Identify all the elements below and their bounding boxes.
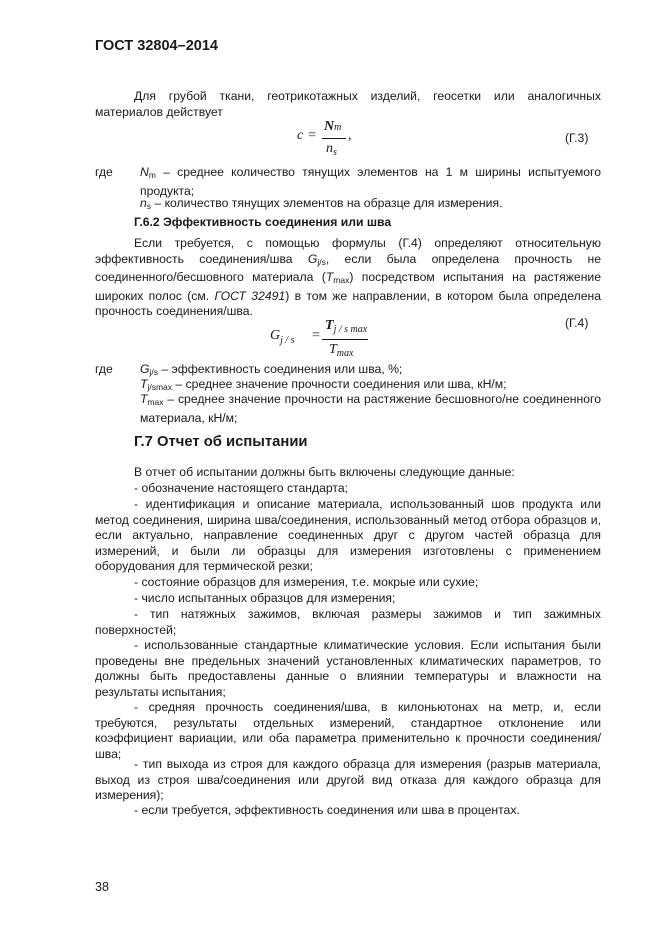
formula-g4-lhs-sub: j / s bbox=[280, 335, 295, 346]
page-number: 38 bbox=[95, 880, 109, 894]
definition-ns-text: – количество тянущих элементов на образце для измерения. bbox=[151, 196, 503, 210]
report-item: - тип выхода из строя для каждого образца для измерения (разрыв материала, выход из строя шва/соединения или другой вид отказа для каждого образца для измерения); bbox=[95, 757, 601, 803]
formula-g4-lhs-var: G bbox=[270, 328, 281, 343]
definition-ns-subscript: s bbox=[146, 201, 152, 211]
where-label-2: где bbox=[95, 362, 113, 376]
definition-tmax bbox=[140, 392, 601, 426]
formula-g4-equals: = bbox=[312, 328, 320, 343]
paragraph-g62-part1: Если требуется, с помощью формулы (Г.4) определяют относительную эффективность соединения/шва bbox=[95, 236, 601, 266]
paragraph-g62-subscript-js: j/s bbox=[317, 256, 326, 267]
definition-gjs-subscript: j/s bbox=[149, 367, 158, 377]
paragraph-g62-symbol-g: G bbox=[307, 251, 318, 266]
definition-tjsmax-text: – среднее значение прочности соединения или шва, кН/м; bbox=[172, 377, 507, 391]
formula-g4-num-var: T bbox=[325, 318, 334, 333]
paragraph-g62-symbol-t: T bbox=[325, 270, 334, 285]
formula-g3-lhs: c bbox=[297, 128, 304, 143]
formula-g3-den-var: n bbox=[326, 141, 333, 156]
report-item: - использованные стандартные климатические условия. Если испытания были проведены вне предельных значений установленных климатических параметров, то должны быть предоставлены данные о влиянии температуры и влажности на результаты испытания; bbox=[95, 638, 601, 699]
paragraph-g62-part4: ) в том же направлении, в котором была определена прочность соединения/шва. bbox=[95, 288, 601, 319]
report-item: - средняя прочность соединения/шва, в килоньютонах на метр, и, если требуются, результаты отдельных измерений, стандартное отклонение или коэффициент вариации, или оба параметра применительно к прочности соединения/шва; bbox=[95, 700, 601, 761]
paragraph-g62 bbox=[95, 236, 601, 320]
formula-g3-number: (Г.3) bbox=[565, 131, 589, 145]
definition-nm bbox=[140, 165, 601, 199]
definition-gjs-text: – эффективность соединения или шва, %; bbox=[157, 362, 403, 376]
formula-g3-numerator bbox=[324, 119, 341, 135]
formula-g3-equals: = bbox=[308, 128, 316, 143]
definition-nm-subscript: m bbox=[148, 170, 156, 180]
formula-g3-denominator bbox=[326, 141, 337, 158]
formula-g4-number: (Г.4) bbox=[565, 316, 589, 330]
formula-g3-den-sub: s bbox=[333, 147, 337, 158]
formula-g4-den-var: T bbox=[329, 342, 337, 357]
report-item: - если требуется, эффективность соединения или шва в процентах. bbox=[134, 803, 520, 817]
formula-g4-den-sub: max bbox=[336, 348, 354, 359]
definition-gjs-symbol: G bbox=[140, 362, 150, 376]
formula-g4-lhs bbox=[270, 328, 295, 346]
definition-tjsmax-symbol: T bbox=[140, 377, 148, 391]
definition-nm-text: – среднее количество тянущих элементов на 1 м ширины испытуемого продукта; bbox=[140, 165, 601, 198]
document-header: ГОСТ 32804–2014 bbox=[95, 38, 218, 54]
definition-tjsmax-subscript: j/smax bbox=[147, 382, 173, 392]
formula-g4-fraction-bar bbox=[322, 339, 368, 340]
definition-tmax-text: – среднее значение прочности на растяжение бесшовного/не соединенного материала, кН/м; bbox=[140, 392, 601, 425]
report-item: - идентификация и описание материала, использованный шов продукта или метод соединения, ширина шва/соединения, использованный метод отбора образцов и, если актуально, направление соединенных друг с другом частей образца для измерений, и были ли образцы для измерения изготовлены с применением оборудования для термической резки; bbox=[95, 497, 601, 574]
formula-g3-comma: , bbox=[348, 128, 352, 143]
paragraph-coarse-fabric: Для грубой ткани, геотрикотажных изделий, геосетки или аналогичных материалов действует bbox=[95, 89, 601, 119]
report-intro: В отчет об испытании должны быть включены следующие данные: bbox=[134, 465, 515, 479]
definition-tmax-symbol: T bbox=[140, 392, 148, 406]
formula-g3-num-var: N bbox=[324, 119, 335, 134]
formula-g3-fraction-bar bbox=[322, 138, 346, 139]
formula-g4-num-sub: j / s max bbox=[333, 324, 368, 335]
formula-g4-numerator bbox=[325, 318, 367, 335]
where-label-1: где bbox=[95, 165, 113, 179]
report-item: - состояние образцов для измерения, т.е. мокрые или сухие; bbox=[134, 575, 479, 589]
definition-ns bbox=[140, 196, 601, 215]
definition-nm-symbol: N bbox=[140, 165, 149, 179]
definition-ns-symbol: n bbox=[140, 196, 147, 210]
formula-g4-denominator bbox=[329, 342, 353, 359]
report-item: - обозначение настоящего стандарта; bbox=[134, 481, 348, 495]
paragraph-g62-subscript-max: max bbox=[333, 275, 350, 286]
definition-tmax-subscript: max bbox=[147, 397, 164, 407]
report-item: - тип натяжных зажимов, включая размеры зажимов и тип зажимных поверхностей; bbox=[95, 607, 601, 637]
paragraph-g62-part3: ) посредством испытания на растяжение широких полос (см. bbox=[95, 270, 602, 303]
paragraph-g62-reference: ГОСТ 32491 bbox=[214, 288, 286, 303]
report-item: - число испытанных образцов для измерения; bbox=[134, 591, 396, 605]
paragraph-g62-part2: , если была определена прочность не соединенного/бесшовного материала ( bbox=[95, 251, 601, 285]
section-heading-g62: Г.6.2 Эффективность соединения или шва bbox=[134, 215, 392, 229]
section-heading-g7: Г.7 Отчет об испытании bbox=[134, 434, 308, 450]
formula-g3-num-sub: m bbox=[334, 122, 342, 133]
